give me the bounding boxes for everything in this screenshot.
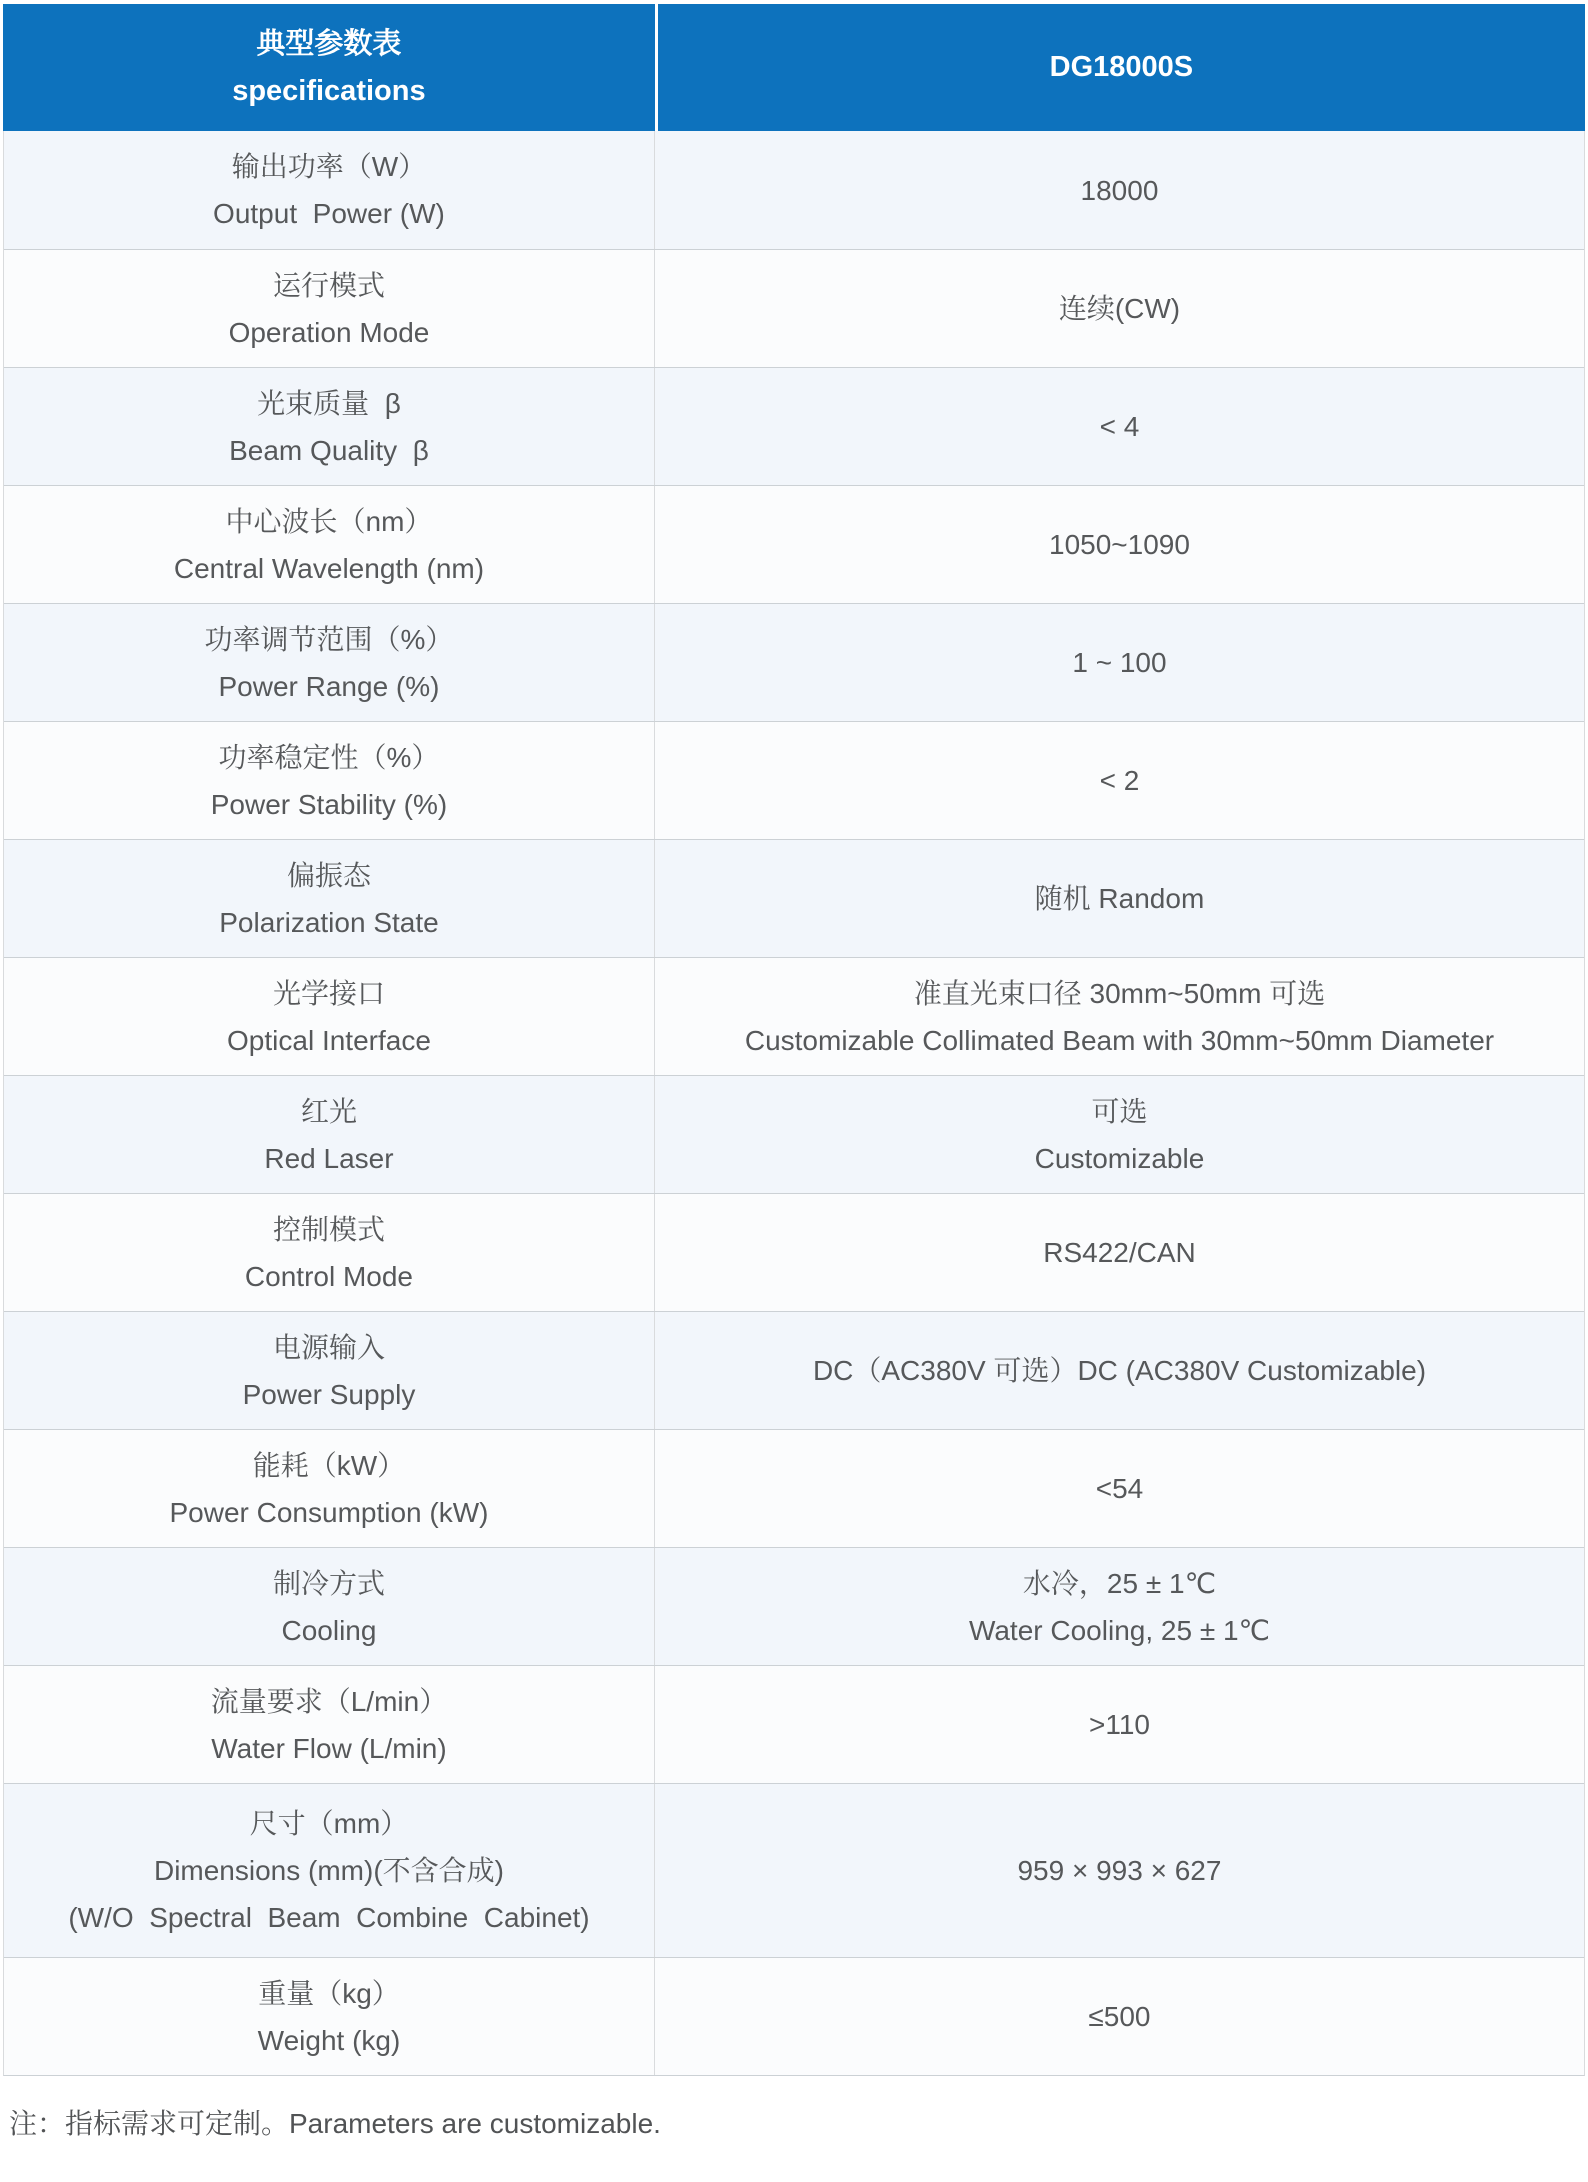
table-row [4, 721, 1584, 839]
label-line: 红光 [300, 1095, 357, 1127]
table-row [4, 839, 1584, 957]
table-row [4, 1783, 1584, 1957]
header-model-name: DG18000S [1049, 51, 1194, 83]
row-value [655, 486, 1584, 603]
label-line: Cooling [281, 1614, 377, 1646]
row-value [655, 1784, 1584, 1957]
value-line: < 4 [1099, 411, 1140, 442]
label-line: 电源输入 [272, 1331, 385, 1363]
value-line: 准直光束口径 30mm~50mm 可选 [913, 977, 1326, 1009]
table-row [4, 1547, 1584, 1665]
label-line: Power Range (%) [218, 670, 440, 702]
row-label [4, 840, 655, 957]
label-line: 输出功率（W） [231, 151, 427, 182]
header-spec-title-en: specifications [232, 74, 426, 107]
footnote: 注：指标需求可定制。Parameters are customizable. [9, 2108, 661, 2139]
value-line: 随机 Random [1034, 883, 1205, 914]
table-row [4, 1429, 1584, 1547]
label-line: Operation Mode [228, 316, 430, 348]
label-line: Water Flow (L/min) [211, 1732, 447, 1764]
label-line: Red Laser [264, 1142, 394, 1174]
row-label [4, 1958, 655, 2075]
table-row [4, 1193, 1584, 1311]
table-row [4, 603, 1584, 721]
table-row [4, 957, 1584, 1075]
row-value [655, 368, 1584, 485]
value-line: DC（AC380V 可选）DC (AC380V Customizable) [812, 1355, 1427, 1386]
row-label [4, 1194, 655, 1311]
label-line: Polarization State [219, 906, 439, 938]
label-line: Output Power (W) [213, 198, 445, 229]
row-label [4, 131, 655, 249]
label-line: Power Stability (%) [210, 788, 448, 820]
table-row [4, 1311, 1584, 1429]
header-spec-column [3, 4, 655, 131]
label-line: Optical Interface [227, 1024, 431, 1056]
row-label [4, 722, 655, 839]
value-line: 1050~1090 [1049, 529, 1190, 560]
row-label [4, 1784, 655, 1957]
row-label [4, 1312, 655, 1429]
label-line: 控制模式 [272, 1213, 385, 1245]
value-line: <54 [1095, 1473, 1144, 1504]
header-model-column [658, 4, 1585, 131]
table-row [4, 485, 1584, 603]
value-line: < 2 [1099, 765, 1140, 796]
row-value [655, 1076, 1584, 1193]
row-label [4, 250, 655, 367]
value-line: 水冷，25 ± 1℃ [1022, 1567, 1217, 1599]
row-value [655, 958, 1584, 1075]
row-value [655, 1312, 1584, 1429]
label-line: 重量（kg） [258, 1977, 400, 2009]
label-line: Control Mode [244, 1260, 414, 1292]
label-line: 功率稳定性（%） [218, 741, 440, 773]
table-row [4, 249, 1584, 367]
row-label [4, 486, 655, 603]
row-value [655, 1666, 1584, 1783]
label-line: 运行模式 [272, 269, 385, 301]
value-line: Customizable Collimated Beam with 30mm~50mm Diameter [744, 1024, 1495, 1056]
table-row [4, 1957, 1584, 2075]
row-value [655, 604, 1584, 721]
value-line: ≤500 [1088, 2001, 1151, 2032]
row-value [655, 1548, 1584, 1665]
value-line: RS422/CAN [1043, 1237, 1196, 1268]
row-label [4, 1548, 655, 1665]
row-value [655, 250, 1584, 367]
row-value [655, 131, 1584, 249]
table-row [4, 367, 1584, 485]
value-line: 可选 [1091, 1095, 1148, 1127]
label-line: Central Wavelength (nm) [173, 552, 485, 584]
label-line: (W/O Spectral Beam Combine Cabinet) [68, 1902, 590, 1933]
value-line: 18000 [1080, 174, 1159, 206]
label-line: Weight (kg) [257, 2024, 401, 2056]
row-value [655, 1958, 1584, 2075]
label-line: 功率调节范围（%） [204, 623, 454, 655]
table-row [4, 1075, 1584, 1193]
row-label [4, 1666, 655, 1783]
value-line: Water Cooling, 25 ± 1℃ [968, 1614, 1270, 1646]
row-value [655, 1194, 1584, 1311]
header-spec-title-zh: 典型参数表 [256, 27, 402, 60]
label-line: Power Consumption (kW) [169, 1496, 489, 1528]
row-value [655, 722, 1584, 839]
label-line: 光学接口 [272, 977, 385, 1009]
table-row [4, 131, 1584, 249]
label-line: 偏振态 [286, 859, 371, 891]
label-line: 能耗（kW） [252, 1449, 406, 1481]
table-header-row [3, 4, 1585, 131]
row-value [655, 1430, 1584, 1547]
label-line: 中心波长（nm） [225, 505, 433, 537]
spec-table [3, 4, 1585, 2076]
value-line: 连续(CW) [1058, 293, 1181, 324]
label-line: 尺寸（mm） [249, 1808, 409, 1839]
row-label [4, 1430, 655, 1547]
row-label [4, 958, 655, 1075]
value-line: Customizable [1034, 1142, 1205, 1174]
value-line: 1 ~ 100 [1072, 647, 1167, 678]
row-label [4, 604, 655, 721]
table-row [4, 1665, 1584, 1783]
table-body [3, 131, 1585, 2076]
row-value [655, 840, 1584, 957]
row-label [4, 1076, 655, 1193]
label-line: 流量要求（L/min） [210, 1685, 448, 1717]
label-line: Dimensions (mm)(不含合成) [153, 1855, 504, 1886]
label-line: Power Supply [242, 1378, 416, 1410]
value-line: >110 [1088, 1709, 1150, 1740]
label-line: Beam Quality β [229, 434, 429, 466]
value-line: 959 × 993 × 627 [1017, 1855, 1222, 1886]
label-line: 制冷方式 [272, 1567, 385, 1599]
label-line: 光束质量 β [257, 387, 401, 419]
row-label [4, 368, 655, 485]
